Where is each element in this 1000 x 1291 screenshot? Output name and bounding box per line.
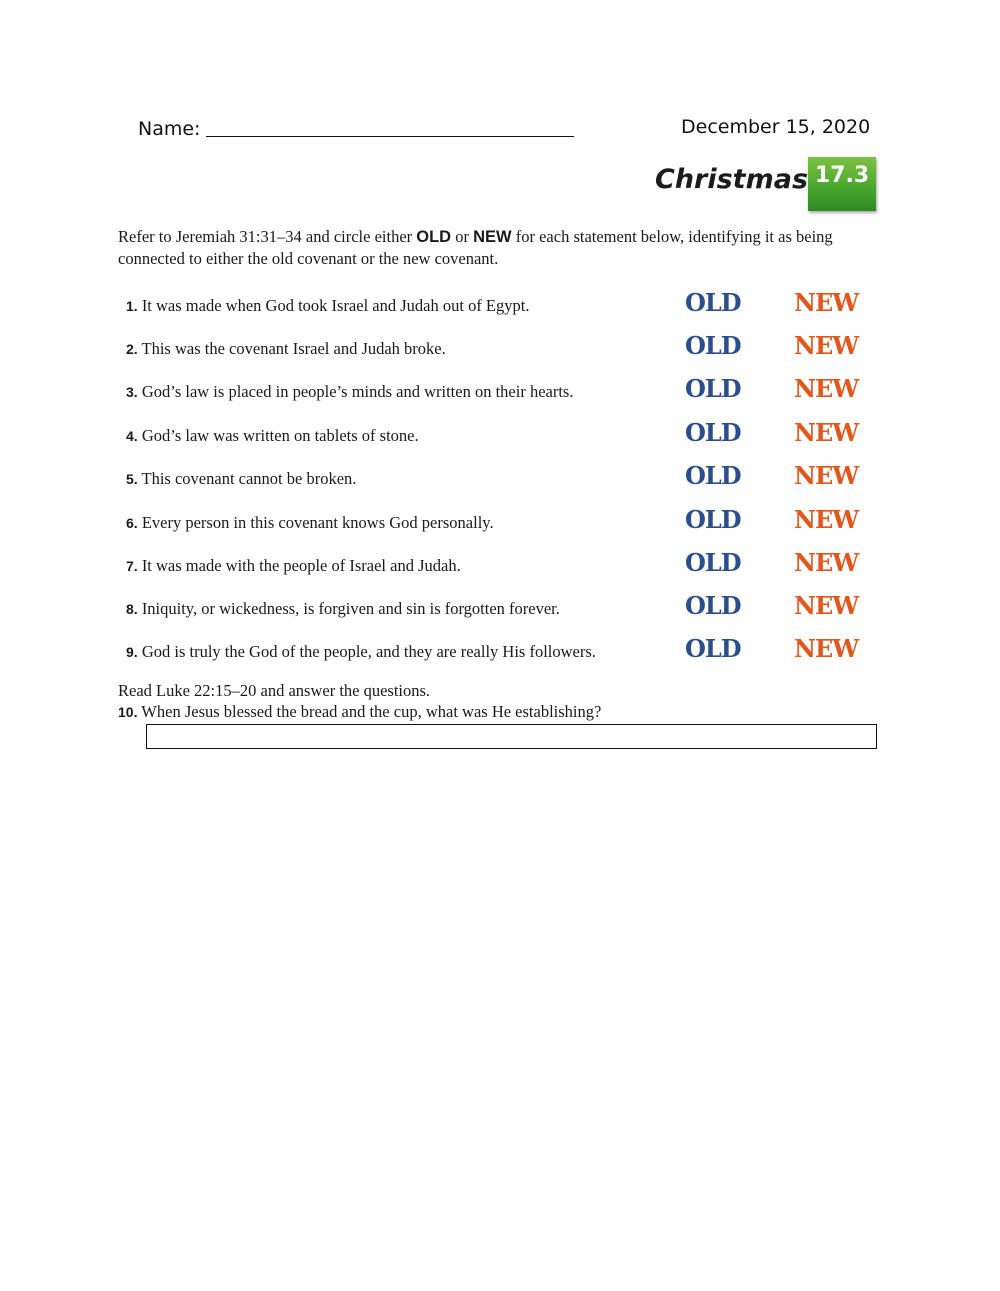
question-statement: This covenant cannot be broken. (141, 469, 357, 488)
option-old-3[interactable]: OLD (685, 374, 741, 403)
question-number: 6. (126, 515, 138, 531)
question-number: 8. (126, 601, 138, 617)
question-statement: God’s law was written on tablets of stone. (141, 426, 419, 445)
question-text (126, 469, 356, 489)
question-statement: When Jesus blessed the bread and the cup, what was He establishing? (141, 702, 602, 721)
question-row-2 (126, 331, 886, 371)
question-number: 4. (126, 428, 138, 444)
question-number: 2. (126, 341, 138, 357)
question-text (126, 382, 573, 402)
question-row-7 (126, 548, 886, 588)
question-text (126, 556, 461, 576)
option-new-5[interactable]: NEW (794, 461, 859, 490)
instructions-text (118, 226, 878, 269)
question-number: 3. (126, 384, 138, 400)
question-row-8 (126, 591, 886, 631)
name-blank-line (206, 116, 574, 137)
question-10-text (118, 701, 601, 723)
option-new-8[interactable]: NEW (794, 591, 859, 620)
question-number: 9. (126, 644, 138, 660)
option-new-2[interactable]: NEW (794, 331, 859, 360)
answer-input-10[interactable] (146, 724, 877, 749)
question-statement: Every person in this covenant knows God personally. (141, 513, 494, 532)
option-new-4[interactable]: NEW (794, 418, 859, 447)
option-old-6[interactable]: OLD (685, 505, 741, 534)
option-new-6[interactable]: NEW (794, 505, 859, 534)
unit-title: Christmas (655, 164, 809, 195)
instructions-part3: for each statement below, identifying it as being connected to either the old covenant or the new covenant. (118, 227, 833, 268)
instructions-old-word: OLD (416, 228, 452, 246)
question-text (126, 339, 446, 359)
option-old-2[interactable]: OLD (685, 331, 741, 360)
question-number: 5. (126, 471, 138, 487)
instructions-part1: Refer to Jeremiah 31:31–34 and circle either (118, 227, 417, 246)
instructions-new-word: NEW (473, 228, 512, 246)
option-old-5[interactable]: OLD (685, 461, 741, 490)
question-number: 1. (126, 298, 138, 314)
question-row-3 (126, 374, 886, 414)
question-row-6 (126, 505, 886, 545)
question-text (126, 642, 596, 662)
question-statement: This was the covenant Israel and Judah broke. (141, 339, 446, 358)
unit-badge: 17.3 (808, 157, 876, 211)
name-label: Name: (138, 118, 201, 140)
option-old-9[interactable]: OLD (685, 634, 741, 663)
option-new-3[interactable]: NEW (794, 374, 859, 403)
option-old-1[interactable]: OLD (685, 288, 741, 317)
question-text (126, 426, 419, 446)
question-statement: God is truly the God of the people, and they are really His followers. (141, 642, 596, 661)
option-new-7[interactable]: NEW (794, 548, 859, 577)
question-text (126, 599, 560, 619)
question-row-5 (126, 461, 886, 501)
question-row-9 (126, 634, 886, 674)
question-statement: Iniquity, or wickedness, is forgiven and sin is forgotten forever. (141, 599, 560, 618)
luke-intro-text: Read Luke 22:15–20 and answer the questions. (118, 681, 431, 700)
question-row-4 (126, 418, 886, 458)
option-new-9[interactable]: NEW (794, 634, 859, 663)
question-text (126, 513, 494, 533)
instructions-part2: or (451, 227, 474, 246)
name-field-label (138, 116, 574, 140)
question-statement: It was made when God took Israel and Judah out of Egypt. (141, 296, 530, 315)
option-new-1[interactable]: NEW (794, 288, 859, 317)
option-old-7[interactable]: OLD (685, 548, 741, 577)
question-text (126, 296, 529, 316)
question-row-1 (126, 288, 886, 328)
question-statement: It was made with the people of Israel and Judah. (141, 556, 461, 575)
question-number: 10. (118, 704, 138, 720)
option-old-4[interactable]: OLD (685, 418, 741, 447)
option-old-8[interactable]: OLD (685, 591, 741, 620)
date-text: December 15, 2020 (681, 116, 871, 138)
question-number: 7. (126, 558, 138, 574)
question-statement: God’s law is placed in people’s minds and written on their hearts. (141, 382, 574, 401)
